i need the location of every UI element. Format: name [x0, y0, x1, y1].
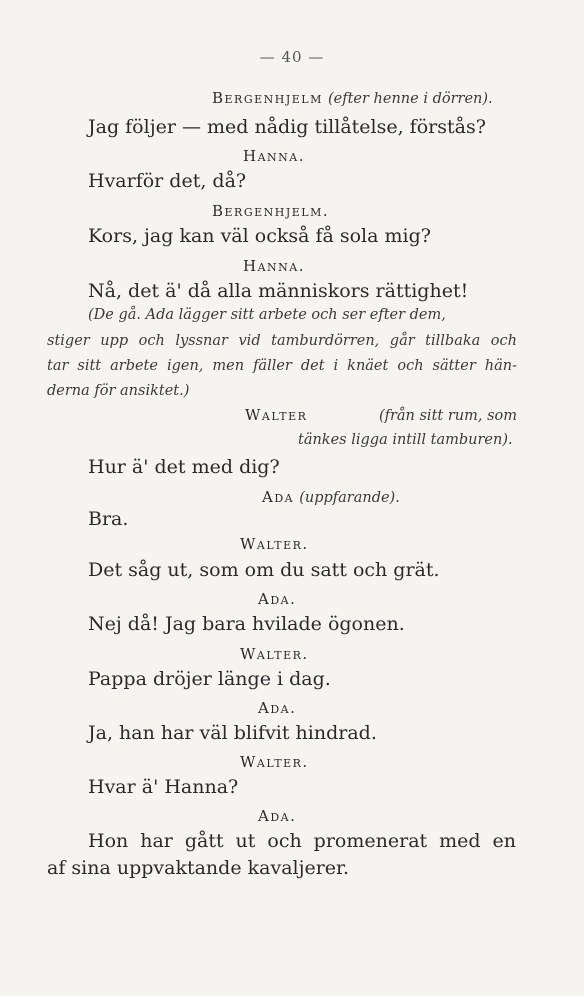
- stage-direction-line: derna för ansiktet.): [47, 383, 190, 399]
- dialogue-line: Det såg ut, som om du satt och grät.: [88, 559, 440, 581]
- speaker-name: Ada.: [258, 590, 297, 608]
- dialogue-line: Bra.: [88, 508, 129, 530]
- speaker-name: Walter.: [240, 753, 309, 771]
- speaker-name: Ada.: [258, 807, 297, 825]
- stage-direction-line: stiger upp och lyssnar vid tamburdörren, går tillbaka och: [47, 333, 517, 349]
- speaker-name: Walter: [245, 406, 308, 424]
- stage-direction: (uppfarande).: [299, 490, 400, 506]
- dialogue-line: Kors, jag kan väl också få sola mig?: [88, 225, 431, 247]
- stage-direction: (från sitt rum, som: [378, 408, 517, 424]
- stage-direction: (efter henne i dörren).: [327, 91, 493, 107]
- speaker-name: Walter.: [240, 645, 309, 663]
- dialogue-line: Hvar ä' Hanna?: [88, 776, 239, 798]
- dialogue-line: Nej då! Jag bara hvilade ögonen.: [88, 613, 405, 635]
- dialogue-line: Jag följer — med nådig tillåtelse, förstås?: [88, 116, 486, 138]
- dialogue-line: Hvarför det, då?: [88, 170, 247, 192]
- speaker-name: Hanna.: [243, 257, 305, 275]
- speaker-name: Walter.: [240, 535, 309, 553]
- stage-heading: [212, 88, 493, 107]
- stage-direction-line: tar sitt arbete igen, men fäller det i knäet och sätter hän-: [47, 358, 517, 374]
- dialogue-line: Hur ä' det med dig?: [88, 456, 280, 478]
- stage-direction-line: (De gå. Ada lägger sitt arbete och ser efter dem,: [88, 307, 446, 323]
- dialogue-line: af sina uppvaktande kavaljerer.: [47, 857, 350, 879]
- stage-direction-line: tänkes ligga intill tamburen).: [298, 432, 513, 448]
- speaker-name: Bergenhjelm.: [212, 202, 330, 220]
- dialogue-line: Nå, det ä' då alla människors rättighet!: [88, 280, 469, 302]
- dialogue-line: Ja, han har väl blifvit hindrad.: [88, 722, 377, 744]
- page-number: — 40 —: [259, 48, 325, 66]
- dialogue-line: Hon har gått ut och promenerat med en: [88, 830, 516, 852]
- stage-heading: [245, 406, 517, 424]
- speaker-name: Ada.: [258, 699, 297, 717]
- speaker-name: Hanna.: [243, 147, 305, 165]
- stage-heading: [262, 487, 400, 506]
- speaker-name: Bergenhjelm: [212, 89, 323, 107]
- speaker-name: Ada: [262, 488, 295, 506]
- dialogue-line: Pappa dröjer länge i dag.: [88, 668, 331, 690]
